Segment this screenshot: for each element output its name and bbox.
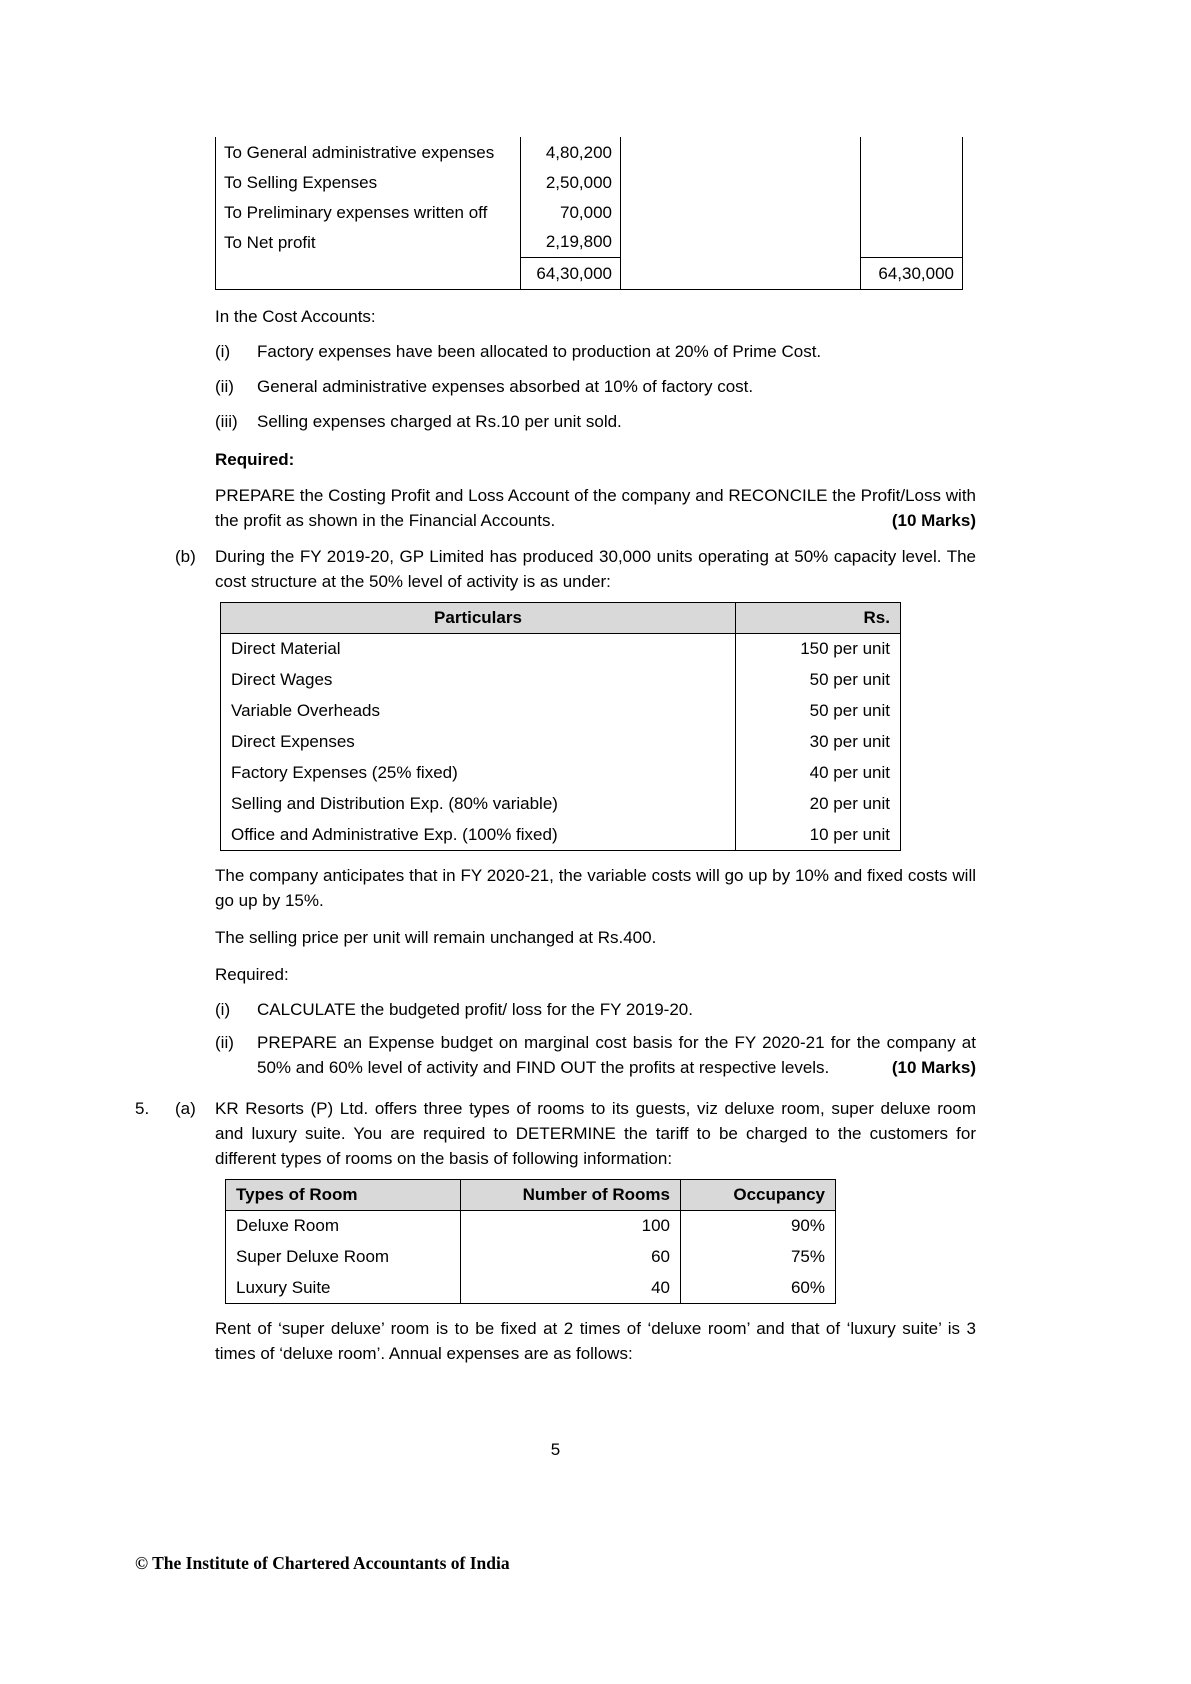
question-4b: [175, 544, 976, 594]
question-4b-required-list: [215, 997, 976, 1080]
table-row: [221, 788, 901, 819]
pl-credit-amount: [861, 137, 963, 167]
pl-particulars: To General administrative expenses: [216, 137, 521, 167]
pl-credit-particulars: [621, 227, 861, 257]
item-text: Factory expenses have been allocated to production at 20% of Prime Cost.: [257, 341, 822, 361]
pl-particulars: To Selling Expenses: [216, 167, 521, 197]
question-5a-intro: KR Resorts (P) Ltd. offers three types of rooms to its guests, viz deluxe room, super deluxe room and luxury suite. You are required to DETERMINE the tariff to be charged to the customers for different types of rooms on the basis of following information:: [215, 1098, 976, 1168]
pl-particulars: To Net profit: [216, 227, 521, 257]
header-occupancy: Occupancy: [681, 1179, 836, 1210]
pl-amount: 70,000: [521, 197, 621, 227]
cost-accounts-list: [215, 339, 976, 434]
pl-total-credit: 64,30,000: [861, 257, 963, 289]
table-row: [216, 137, 963, 167]
pl-total-debit: 64,30,000: [521, 257, 621, 289]
question-number: 5.: [135, 1098, 150, 1118]
item-marker: (i): [215, 341, 231, 361]
room-type: Deluxe Room: [226, 1210, 461, 1241]
item-text: [257, 1030, 976, 1080]
cost-structure-table: [220, 602, 901, 851]
item-marker: (ii): [215, 376, 234, 396]
pl-credit-particulars: [621, 167, 861, 197]
table-row: [221, 633, 901, 664]
cost-rate: 20 per unit: [809, 794, 890, 813]
room-occupancy: 75%: [790, 1247, 825, 1266]
item-marker: (iii): [215, 411, 238, 431]
item-text: Selling expenses charged at Rs.10 per unit sold.: [257, 411, 622, 431]
cost-particulars: Direct Wages: [221, 664, 736, 695]
profit-loss-account-table: [215, 137, 963, 290]
room-occupancy: 60%: [790, 1277, 825, 1297]
cost-accounts-heading: In the Cost Accounts:: [215, 306, 376, 326]
room-count: 100: [461, 1210, 681, 1241]
list-item: [215, 409, 976, 434]
item-text: CALCULATE the budgeted profit/ loss for the FY 2019-20.: [257, 999, 693, 1019]
table-total-row: [216, 257, 963, 289]
table-row: [221, 819, 901, 850]
required-text: PREPARE the Costing Profit and Loss Account of the company and RECONCILE the Profit/Loss with the profit as shown in the Financial Accounts.: [215, 485, 976, 530]
item-marker: (ii): [215, 1032, 234, 1052]
list-item: [215, 997, 976, 1022]
pl-credit-particulars: [621, 137, 861, 167]
selling-price-paragraph: The selling price per unit will remain unchanged at Rs.400.: [215, 927, 657, 947]
cost-rate: 40 per unit: [809, 763, 890, 782]
header-types-of-room: Types of Room: [226, 1179, 461, 1210]
question-5a: [135, 1096, 976, 1171]
anticipation-paragraph: The company anticipates that in FY 2020-21, the variable costs will go up by 10% and fixed costs will go up by 15%.: [215, 865, 976, 910]
item-text-body: PREPARE an Expense budget on marginal cost basis for the FY 2020-21 for the company at 50% and 60% level of activity and FIND OUT the profits at respective levels.: [257, 1032, 976, 1077]
pl-particulars: To Preliminary expenses written off: [216, 197, 521, 227]
table-row: [216, 197, 963, 227]
room-occupancy: 90%: [790, 1216, 825, 1236]
required-label: Required:: [215, 964, 289, 984]
cost-rate: 150 per unit: [800, 639, 890, 659]
room-type: Super Deluxe Room: [226, 1241, 461, 1272]
rent-paragraph: Rent of ‘super deluxe’ room is to be fixed at 2 times of ‘deluxe room’ and that of ‘luxury suite’ is 3 times of ‘deluxe room’. Annual expenses are as follows:: [215, 1318, 976, 1363]
cost-particulars: Direct Material: [221, 633, 736, 664]
table-row: [221, 664, 901, 695]
rooms-table: [225, 1179, 836, 1304]
list-item: [215, 374, 976, 399]
cost-rate: 50 per unit: [809, 701, 890, 720]
header-rs: Rs.: [736, 602, 901, 633]
cost-particulars: Office and Administrative Exp. (100% fixed): [221, 819, 736, 850]
list-item: [215, 1030, 976, 1080]
page-number: 5: [550, 1440, 561, 1459]
question-4b-intro: During the FY 2019-20, GP Limited has produced 30,000 units operating at 50% capacity level. The cost structure at the 50% level of activity is as under:: [215, 546, 976, 591]
cost-rate: 50 per unit: [809, 670, 890, 689]
copyright-footer: © The Institute of Chartered Accountants of India: [135, 1553, 510, 1573]
room-type: Luxury Suite: [226, 1272, 461, 1303]
room-count: 60: [461, 1241, 681, 1272]
part-marker: (b): [175, 546, 196, 566]
table-row: [221, 726, 901, 757]
page-content: [135, 137, 976, 1366]
pl-credit-amount: [861, 197, 963, 227]
table-row: [216, 167, 963, 197]
table-row: [226, 1272, 836, 1303]
list-item: [215, 339, 976, 364]
pl-total-blank: [621, 257, 861, 289]
pl-amount: 2,19,800: [521, 227, 621, 257]
table-row: [221, 757, 901, 788]
pl-credit-particulars: [621, 197, 861, 227]
pl-credit-amount: [861, 227, 963, 257]
required-paragraph: [215, 483, 976, 533]
header-particulars: Particulars: [221, 602, 736, 633]
cost-particulars: Variable Overheads: [221, 695, 736, 726]
table-header-row: [226, 1179, 836, 1210]
table-row: [216, 227, 963, 257]
marks-label: (10 Marks): [891, 1057, 976, 1077]
table-row: [226, 1241, 836, 1272]
cost-rate: 10 per unit: [809, 824, 890, 844]
cost-particulars: Direct Expenses: [221, 726, 736, 757]
header-number-of-rooms: Number of Rooms: [461, 1179, 681, 1210]
pl-total-blank: [216, 257, 521, 289]
pl-amount: 2,50,000: [521, 167, 621, 197]
table-header-row: [221, 602, 901, 633]
pl-amount: 4,80,200: [521, 137, 621, 167]
table-row: [226, 1210, 836, 1241]
part-marker: (a): [175, 1098, 196, 1118]
room-count: 40: [461, 1272, 681, 1303]
marks-label: (10 Marks): [891, 510, 976, 530]
cost-rate: 30 per unit: [809, 732, 890, 751]
required-label: Required:: [215, 449, 295, 469]
table-row: [221, 695, 901, 726]
pl-credit-amount: [861, 167, 963, 197]
cost-particulars: Selling and Distribution Exp. (80% variable): [221, 788, 736, 819]
item-marker: (i): [215, 999, 231, 1019]
item-text: General administrative expenses absorbed at 10% of factory cost.: [257, 376, 754, 396]
cost-particulars: Factory Expenses (25% fixed): [221, 757, 736, 788]
